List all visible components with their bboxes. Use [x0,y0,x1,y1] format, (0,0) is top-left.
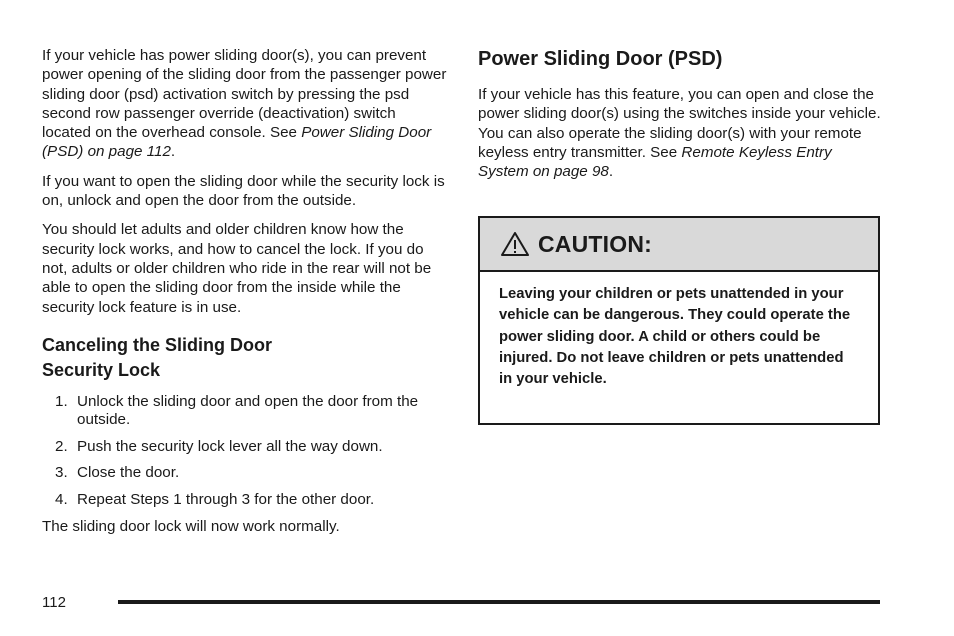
footer-divider [118,600,880,604]
warning-triangle-icon [500,231,530,257]
step-number: 2. [55,437,68,455]
paragraph-text: If your vehicle has this feature, you can open and close the power sliding door(s) using the switches inside your vehicle. You can also operate the sliding door(s) with your remote keyless entry transmitter. See [478,86,881,161]
subheading-line-1: Canceling the Sliding Door [42,334,273,355]
step-text: Repeat Steps 1 through 3 for the other door. [77,490,375,508]
step-number: 3. [55,464,68,482]
cross-reference-rke: Remote Keyless Entry System on page 98 [478,143,832,181]
caution-box [478,216,880,425]
paragraph-end: . [170,143,176,161]
step-number: 1. [55,392,68,410]
paragraph-inform-adults: You should let adults and older children know how the security lock works, and how to cancel the lock. If you do not, adults or older children who ride in the rear will not be able to open the sliding door from the inside while the security lock feature is in use. [42,221,432,316]
cross-reference-psd: Power Sliding Door (PSD) on page 112 [42,124,432,161]
right-column [478,46,883,191]
step-text: Push the security lock lever all the way down. [77,437,383,455]
paragraph-open-while-locked: If you want to open the sliding door while the security lock is on, unlock and open the door from the outside. [42,172,445,210]
subheading-canceling-security-lock [42,333,447,383]
left-column [42,46,447,547]
step-number: 4. [55,490,68,508]
list-item [42,464,447,483]
paragraph-closing: The sliding door lock will now work normally. [42,518,340,536]
list-item [42,438,447,457]
paragraph-end: . [608,163,614,181]
paragraph-text: If your vehicle has power sliding door(s), you can prevent power opening of the sliding door from the passenger power sliding door (psd) activation switch by pressing the psd second row passenger override (deactivation) switch located on the overhead console. See [42,47,447,142]
step-text: Unlock the sliding door and open the door from the outside. [77,392,419,429]
list-item [42,491,447,510]
paragraph-psd-feature [478,85,883,181]
step-text: Close the door. [77,464,180,482]
section-heading-psd: Power Sliding Door (PSD) [478,48,723,70]
steps-list [42,393,447,510]
page-number: 112 [42,594,66,611]
paragraph-power-opening-prevention [42,46,447,162]
caution-title: CAUTION: [538,230,653,257]
caution-text: Leaving your children or pets unattended in your vehicle can be dangerous. They could operate the power sliding door. A child or others could be injured. Do not leave children or pets unattended in your vehicle. [499,286,851,388]
caution-header [480,218,878,272]
subheading-line-2: Security Lock [42,359,161,380]
list-item [42,393,447,430]
